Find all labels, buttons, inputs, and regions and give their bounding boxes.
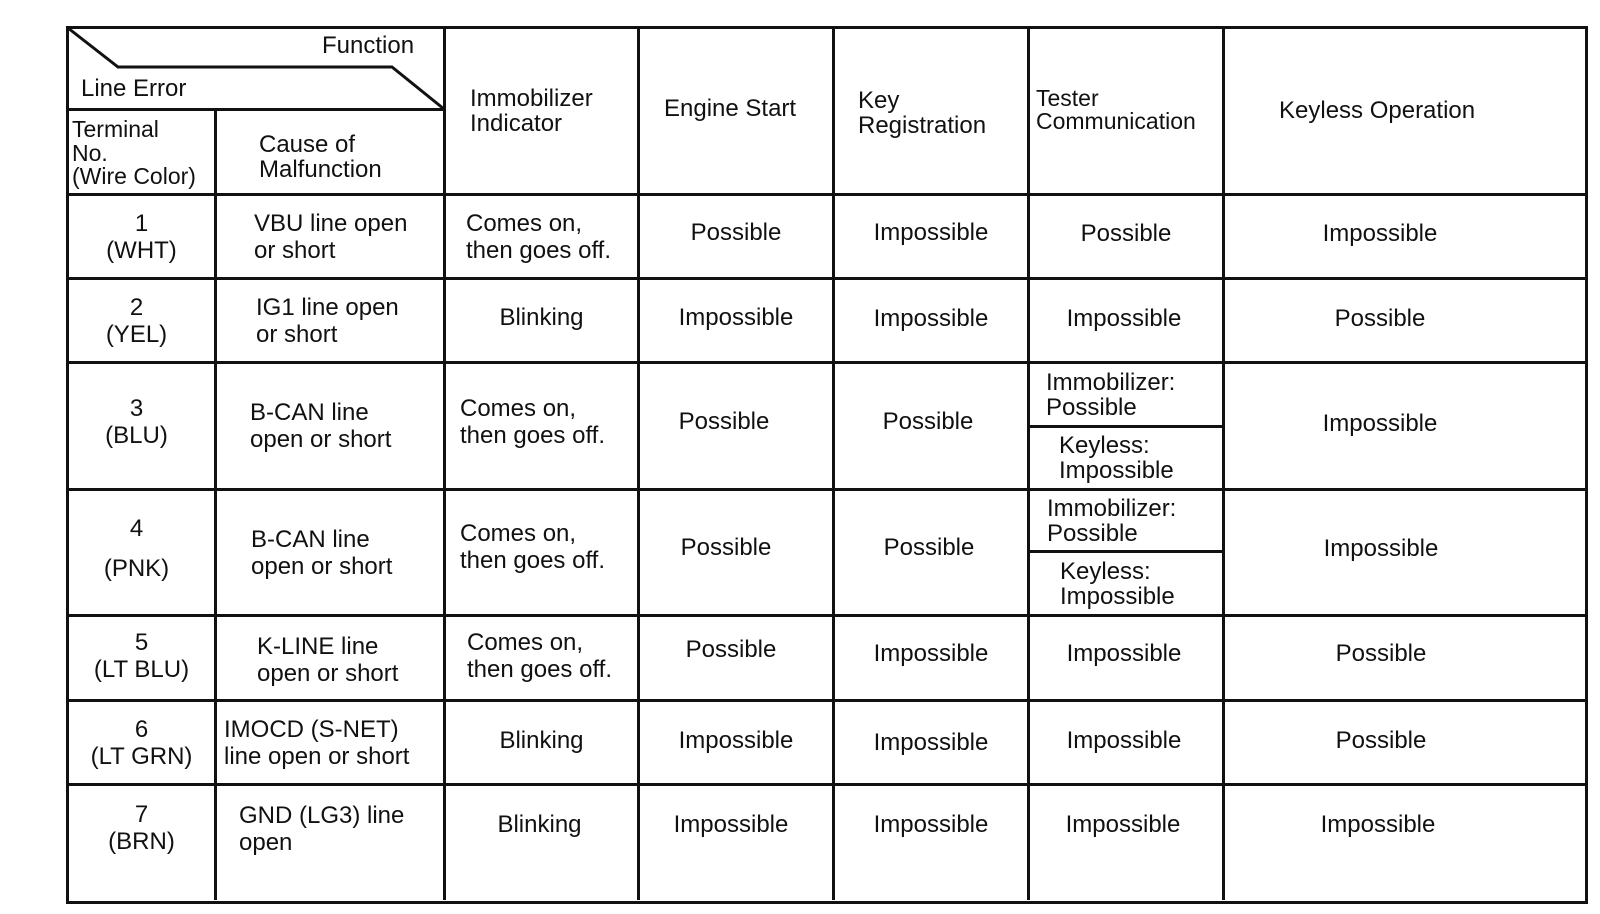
keyless-operation-cell: Possible <box>1335 639 1427 667</box>
key-registration-cell: Impossible <box>873 218 989 246</box>
key-registration-cell: Impossible <box>873 639 989 667</box>
cause-cell: VBU line open or short <box>254 209 408 264</box>
cause-cell: IG1 line open or short <box>256 293 399 348</box>
terminal-cell: 4 (PNK) <box>103 514 170 582</box>
tester-communication-header: Tester Communication <box>1036 85 1196 134</box>
cause-cell: GND (LG3) line open <box>239 802 405 856</box>
key-registration-cell: Impossible <box>873 304 989 332</box>
indicator-cell: Blinking <box>497 810 582 838</box>
engine-start-cell: Possible <box>678 408 770 435</box>
tester-communication-cell: Impossible <box>1066 726 1182 754</box>
terminal-cell: 1 (WHT) <box>106 209 177 264</box>
cause-cell: K-LINE line open or short <box>257 633 399 687</box>
cause-cell: IMOCD (S-NET) line open or short <box>224 715 410 770</box>
immobilizer-indicator-header: Immobilizer Indicator <box>470 85 593 137</box>
indicator-cell: Comes on, then goes off. <box>466 209 612 264</box>
tester-keyless-cell: Keyless: Impossible <box>1060 557 1175 610</box>
key-registration-cell: Impossible <box>873 810 989 838</box>
indicator-cell: Blinking <box>499 726 584 754</box>
terminal-header: Terminal No. (Wire Color) <box>72 116 196 189</box>
terminal-cell: 5 (LT BLU) <box>93 628 190 683</box>
tester-communication-cell: Impossible <box>1066 304 1182 332</box>
engine-start-cell: Impossible <box>678 726 794 754</box>
key-registration-header: Key Registration <box>858 87 987 139</box>
indicator-cell: Comes on, then goes off. <box>467 628 613 683</box>
tester-communication-cell: Possible <box>1080 220 1172 247</box>
terminal-cell: 2 (YEL) <box>105 293 168 348</box>
terminal-cell: 6 (LT GRN) <box>90 715 193 770</box>
engine-start-cell: Impossible <box>673 810 789 838</box>
tester-immobilizer-cell: Immobilizer: Possible <box>1047 494 1177 547</box>
indicator-cell: Blinking <box>499 303 584 331</box>
engine-start-cell: Possible <box>680 533 772 561</box>
key-registration-cell: Possible <box>883 533 975 561</box>
terminal-cell: 7 (BRN) <box>108 801 175 855</box>
keyless-operation-header: Keyless Operation <box>1279 97 1476 124</box>
keyless-operation-cell: Impossible <box>1322 220 1438 247</box>
keyless-operation-cell: Possible <box>1335 726 1427 754</box>
key-registration-cell: Impossible <box>873 729 989 756</box>
tester-immobilizer-cell: Immobilizer: Possible <box>1046 368 1176 421</box>
keyless-operation-cell: Impossible <box>1322 409 1438 437</box>
line-error-label: Line Error <box>81 75 187 102</box>
cause-header: Cause of Malfunction <box>259 131 382 183</box>
keyless-operation-cell: Impossible <box>1320 810 1436 838</box>
indicator-cell: Comes on, then goes off. <box>460 394 606 449</box>
cause-cell: B-CAN line open or short <box>250 399 392 453</box>
indicator-cell: Comes on, then goes off. <box>460 520 606 574</box>
engine-start-cell: Possible <box>685 636 777 663</box>
tester-keyless-cell: Keyless: Impossible <box>1059 432 1174 484</box>
engine-start-cell: Possible <box>690 218 782 246</box>
terminal-cell: 3 (BLU) <box>105 394 168 449</box>
key-registration-cell: Possible <box>882 408 974 435</box>
tester-communication-cell: Impossible <box>1065 810 1181 838</box>
cause-cell: B-CAN line open or short <box>251 525 393 580</box>
keyless-operation-cell: Impossible <box>1323 535 1439 562</box>
keyless-operation-cell: Possible <box>1334 304 1426 332</box>
tester-communication-cell: Impossible <box>1066 639 1182 667</box>
engine-start-header: Engine Start <box>664 95 797 122</box>
engine-start-cell: Impossible <box>678 303 794 331</box>
function-label: Function <box>322 32 415 59</box>
